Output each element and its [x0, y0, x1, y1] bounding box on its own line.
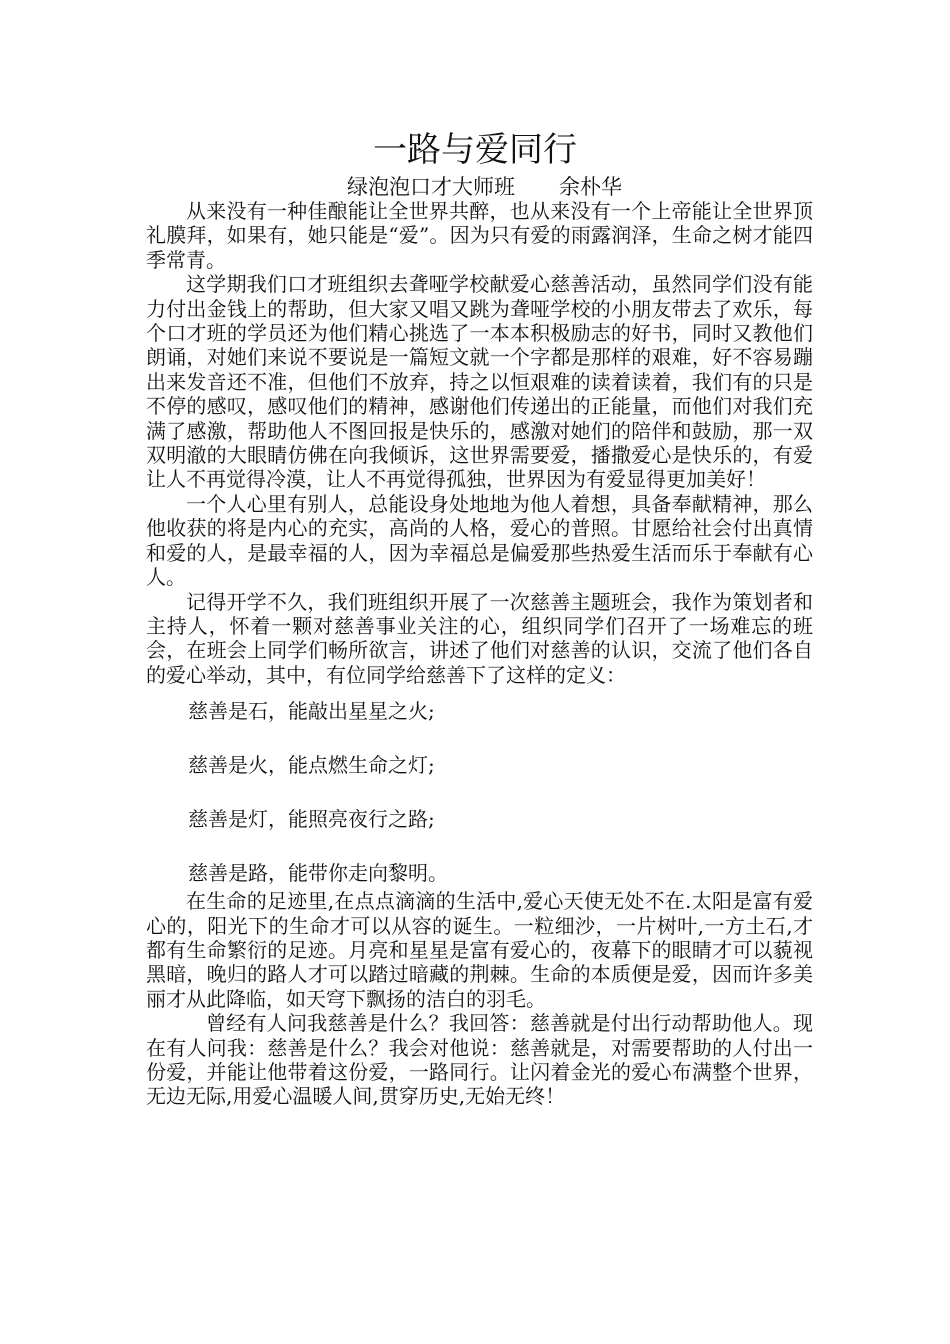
document-title: 一路与爱同行: [373, 130, 577, 170]
paragraph-6: 曾经有人问我慈善是什么？我回答：慈善就是付出行动帮助他人。现在有人问我：慈善是什么？我会对他说：慈善就是，对需要帮助的人付出一份爱，并能让他带着这份爱，一路同行。让闪着金光的爱心布满整个世界，无边无际,用爱心温暖人间,贯穿历史,无始无终！: [146, 1011, 813, 1109]
verse-line-2: 慈善是火，能点燃生命之灯;: [188, 753, 435, 778]
verse-line-4: 慈善是路，能带你走向黎明。: [188, 861, 448, 886]
document-body: [146, 199, 813, 1109]
byline-class-name: 绿泡泡口才大师班: [347, 175, 515, 199]
verse-list: [146, 699, 813, 889]
byline: [347, 173, 622, 201]
paragraph-3: 一个人心里有别人，总能设身处地地为他人着想，具备奉献精神，那么他收获的将是内心的充实，高尚的人格，爱心的普照。甘愿给社会付出真情和爱的人，是最幸福的人，因为幸福总是偏爱那些热爱生活而乐于奉献有心人。: [146, 491, 813, 590]
paragraph-4: 记得开学不久，我们班组织开展了一次慈善主题班会，我作为策划者和主持人，怀着一颗对慈善事业关注的心，组织同学们召开了一场难忘的班会，在班会上同学们畅所欲言，讲述了他们对慈善的认识，交流了他们各自的爱心举动，其中，有位同学给慈善下了这样的定义：: [146, 589, 813, 687]
paragraph-1: 从来没有一种佳酿能让全世界共醉，也从来没有一个上帝能让全世界顶礼膜拜，如果有，她只能是“爱”。因为只有爱的雨露润泽，生命之树才能四季常青。: [146, 199, 813, 272]
verse-line-1: 慈善是石，能敲出星星之火;: [188, 699, 435, 724]
byline-author: 余朴华: [559, 175, 622, 199]
paragraph-5: 在生命的足迹里,在点点滴滴的生活中,爱心天使无处不在.太阳是富有爱心的，阳光下的生命才可以从容的诞生。一粒细沙，一片树叶,一方土石,才都有生命繁衍的足迹。月亮和星星是富有爱心的，夜幕下的眼睛才可以藐视黑暗，晚归的路人才可以踏过暗藏的荆棘。生命的本质便是爱，因而许多美丽才从此降临，如天穹下飘扬的洁白的羽毛。: [146, 889, 813, 1011]
verse-line-3: 慈善是灯，能照亮夜行之路;: [188, 807, 435, 832]
paragraph-2: 这学期我们口才班组织去聋哑学校献爱心慈善活动，虽然同学们没有能力付出金钱上的帮助，但大家又唱又跳为聋哑学校的小朋友带去了欢乐，每个口才班的学员还为他们精心挑选了一本本积极励志的好书，同时又教他们朗诵，对她们来说不要说是一篇短文就一个字都是那样的艰难，好不容易蹦出来发音还不准，但他们不放弃，持之以恒艰难的读着读着，我们有的只是不停的感叹，感叹他们的精神，感谢他们传递出的正能量，而他们对我们充满了感激，帮助他人不图回报是快乐的，感激对她们的陪伴和鼓励，那一双双明澈的大眼睛仿佛在向我倾诉，这世界需要爱，播撒爱心是快乐的，有爱让人不再觉得冷漠，让人不再觉得孤独，世界因为有爱显得更加美好！: [146, 272, 813, 492]
